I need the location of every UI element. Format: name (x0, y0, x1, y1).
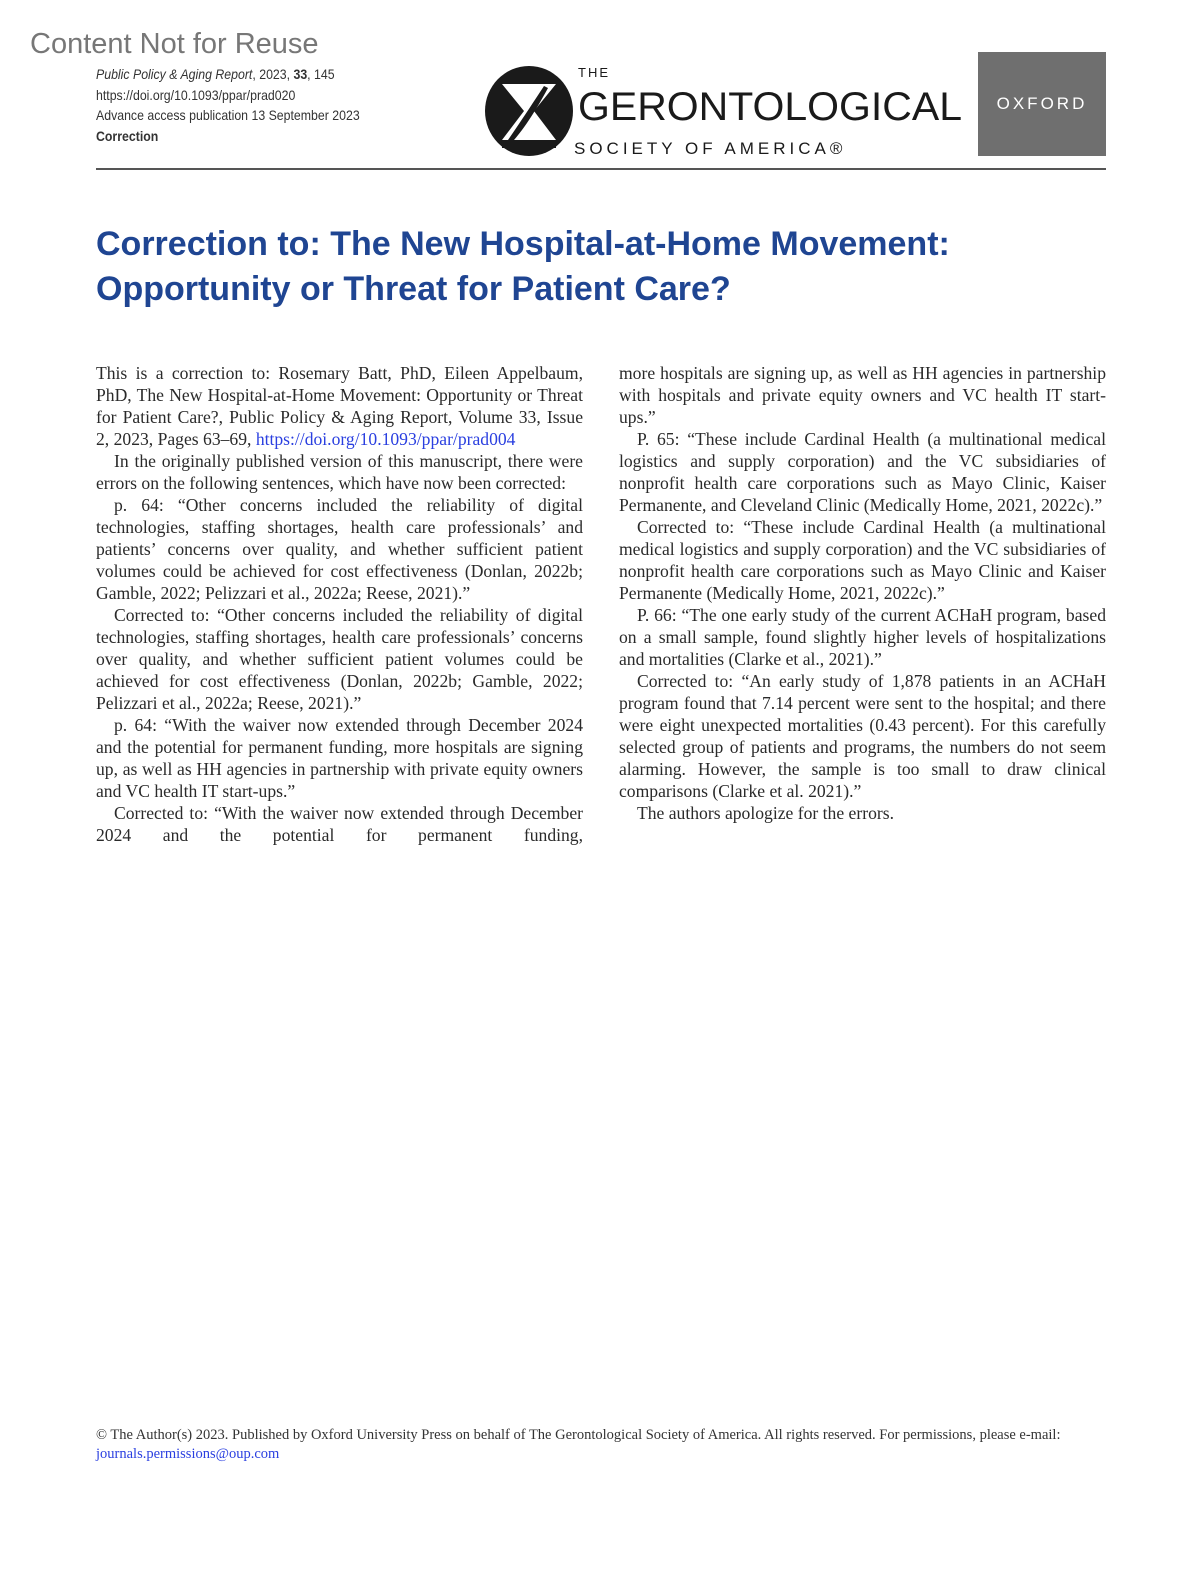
paragraph: Corrected to: “An early study of 1,878 patients in an ACHaH program found that 7.14 percent were sent to the hospital; and there were eight unexpected mortalities (0.43 percent). For this carefully selected group of patients and programs, the numbers do not seem alarming. However, the sample is too small to draw clinical comparisons (Clarke et al. 2021).” (619, 671, 1106, 801)
right-column (619, 362, 1106, 824)
hourglass-icon (484, 60, 964, 160)
year: , 2023, (252, 66, 294, 82)
journal-name: Public Policy & Aging Report (96, 66, 253, 82)
doi[interactable]: https://doi.org/10.1093/ppar/prad020 (96, 86, 296, 103)
gsa-logo (484, 60, 964, 160)
article-meta (96, 64, 360, 146)
volume: 33 (293, 66, 308, 82)
copyright-text: © The Author(s) 2023. Published by Oxford University Press on behalf of The Gerontological Society of America. All rights reserved. For permissions, please e-mail: (96, 1427, 1061, 1443)
page: , 145 (307, 66, 335, 82)
logo-sub: SOCIETY OF AMERICA® (574, 139, 847, 158)
article-title: Correction to: The New Hospital-at-Home Movement: Opportunity or Threat for Patient Care? (96, 225, 950, 308)
logo-name: GERONTOLOGICAL (578, 85, 962, 129)
paragraph: Corrected to: “These include Cardinal Health (a multinational medical logistics and supply corporation) and the VC subsidiaries of nonprofit health care corporations such as Mayo Clinic and Kaiser Permanente (Medically Home, 2021, 2022c).” (619, 517, 1106, 603)
permissions-email-link[interactable]: journals.permissions@oup.com (96, 1446, 280, 1462)
intro-paragraph (96, 362, 583, 450)
doi-link[interactable]: https://doi.org/10.1093/ppar/prad004 (255, 429, 516, 449)
paragraph: The authors apologize for the errors. (637, 803, 894, 823)
oxford-logo: OXFORD (978, 52, 1106, 156)
copyright-footer (96, 1426, 1106, 1464)
paragraph: Corrected to: “With the waiver now extended through December 2024 and the potential for permanent funding, (96, 803, 583, 845)
logo-the: THE (578, 65, 610, 80)
paragraph: Corrected to: “Other concerns included the reliability of digital technologies, staffing shortages, health care professionals’ concerns over quality, and whether sufficient patient volumes could be achieved for cost effectiveness (Donlan, 2022b; Gamble, 2022; Pelizzari et al., 2022a; Reese, 2021).” (96, 605, 583, 713)
paragraph: In the originally published version of this manuscript, there were errors on the following sentences, which have now been corrected: (96, 451, 583, 493)
left-column (96, 362, 583, 846)
header-divider (96, 168, 1106, 170)
advance-access: Advance access publication 13 September 2023 (96, 107, 360, 123)
paragraph-continuation: more hospitals are signing up, as well as HH agencies in partnership with hospitals and private equity owners and VC health IT start-ups.” (619, 363, 1106, 427)
paragraph: P. 66: “The one early study of the current ACHaH program, based on a small sample, found slightly higher levels of hospitalizations and mortalities (Clarke et al., 2021).” (619, 605, 1106, 669)
citation (96, 64, 360, 85)
article-type: Correction (96, 127, 159, 144)
watermark: Content Not for Reuse (30, 28, 319, 60)
paragraph: P. 65: “These include Cardinal Health (a multinational medical logistics and supply corporation) and the VC subsidiaries of nonprofit health care corporations such as Mayo Clinic, Kaiser Permanente, and Cleveland Clinic (Medically Home, 2021, 2022c).” (619, 429, 1106, 515)
intro-text: This is a correction to: Rosemary Batt, PhD, Eileen Appelbaum, PhD, The New Hospital-at-Home Movement: Opportunity or Threat for Patient Care?, Public Policy & Aging Report, Volume 33, Issue 2, 2023, Pages 63–69, (96, 363, 583, 449)
paragraph: p. 64: “Other concerns included the reliability of digital technologies, staffing shortages, health care professionals’ and patients’ concerns over quality, and whether sufficient patient volumes could be achieved for cost effectiveness (Donlan, 2022b; Gamble, 2022; Pelizzari et al., 2022a; Reese, 2021).” (96, 495, 583, 603)
paragraph: p. 64: “With the waiver now extended through December 2024 and the potential for permanent funding, more hospitals are signing up, as well as HH agencies in partnership with private equity owners and VC health IT start-ups.” (96, 715, 583, 801)
